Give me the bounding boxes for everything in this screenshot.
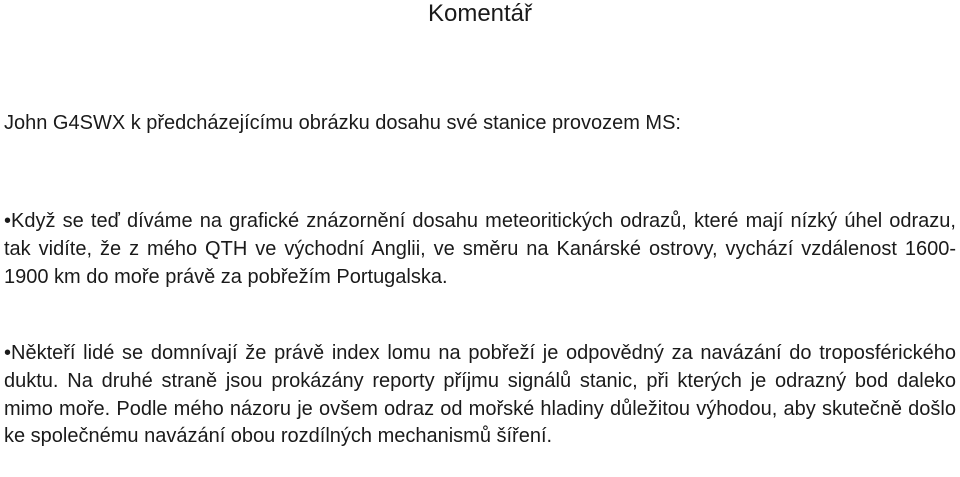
- bullet-paragraph: [4, 340, 956, 451]
- bullet-paragraph: [4, 208, 956, 291]
- intro-line: John G4SWX k předcházejícímu obrázku dosahu své stanice provozem MS:: [4, 112, 681, 134]
- bullet-text: Někteří lidé se domnívají že právě index lomu na pobřeží je odpovědný za navázání do troposférického duktu. Na druhé straně jsou prokázány reporty příjmu signálů stanic, při kterých je odrazný bod daleko mimo moře. Podle mého názoru je ovšem odraz od mořské hladiny důležitou výhodou, aby skutečně došlo ke společnému navázání obou rozdílných mechanismů šíření.: [4, 342, 956, 448]
- slide-title: Komentář: [427, 0, 533, 27]
- bullet-text: Když se teď díváme na grafické znázornění dosahu meteoritických odrazů, které mají nízký úhel odrazu, tak vidíte, že z mého QTH ve východní Anglii, ve směru na Kanárské ostrovy, vychází vzdálenost 1600-1900 km do moře právě za pobřežím Portugalska.: [4, 210, 956, 288]
- bullet-icon: •: [4, 210, 12, 232]
- bullet-icon: •: [4, 342, 12, 364]
